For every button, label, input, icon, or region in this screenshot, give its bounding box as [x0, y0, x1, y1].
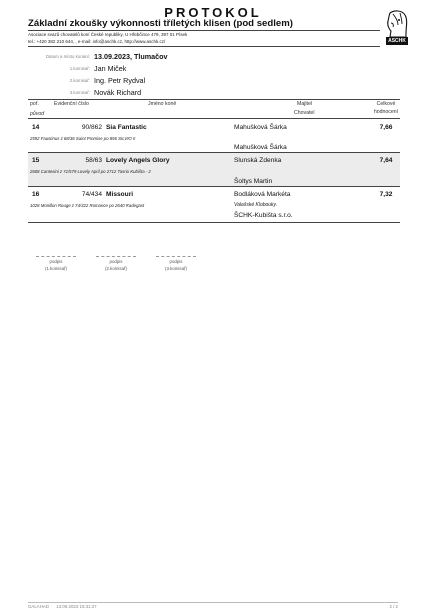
- org-contact: tel.: +420 382 210 644, , e-mail: info@aschk.cz, http://www.aschk.cz/: [28, 39, 166, 44]
- table-bottom-rule: [28, 222, 400, 223]
- col-origin-header: původ: [30, 111, 45, 117]
- row-reg-no: 58/63: [85, 157, 102, 164]
- signature-label: podpis: [169, 259, 183, 264]
- row-horse-name: Lovely Angels Glory: [106, 157, 170, 164]
- commissioner-3-label: 3.komisař:: [69, 90, 90, 95]
- commissioner-2-label: 2.komisař:: [69, 78, 90, 83]
- row-pedigree: 2592 Faustinus z 68/36 Saint Promise po 856 SILVIO II: [30, 136, 136, 141]
- commissioner-3-name: Novák Richard: [94, 88, 142, 97]
- signature-line: [96, 256, 136, 257]
- row-order: 15: [32, 157, 40, 164]
- col-breeder-header: Chovatel: [294, 110, 315, 116]
- col-total-header-1: Celkové: [376, 101, 396, 107]
- row-horse-name: Sia Fantastic: [106, 124, 147, 131]
- protocol-title: PROTOKOL: [164, 5, 262, 20]
- row-owner-note: Valašské Klobouky.: [234, 202, 278, 208]
- signature-line: [156, 256, 196, 257]
- signature-role: (3.komisař): [165, 266, 187, 271]
- signature-role: (1.komisař): [45, 266, 67, 271]
- protocol-subtitle: Základní zkoušky výkonnosti tříletých klisen (pod sedlem): [28, 18, 293, 29]
- table-header-rule: [28, 118, 400, 119]
- table-top-rule: [28, 99, 400, 100]
- row-owner: Bodláková Markéta: [234, 191, 291, 198]
- commissioner-1-label: 1.komisař:: [69, 66, 90, 71]
- row-owner: Mahušková Šárka: [234, 124, 287, 131]
- row-breeder: Mahušková Šárka: [234, 144, 287, 151]
- row-reg-no: 74/434: [81, 191, 102, 198]
- header-rule-2: [28, 46, 380, 47]
- row-score: 7,32: [379, 191, 393, 198]
- row-order: 16: [32, 191, 40, 198]
- row-score: 7,66: [379, 124, 393, 131]
- col-owner-header: Majitel: [297, 101, 312, 107]
- aschk-logo: [384, 9, 410, 47]
- row-reg-no: 90/862: [81, 124, 102, 131]
- logo-text: ASCHK: [388, 38, 406, 44]
- row-score: 7,64: [379, 157, 393, 164]
- signature-line: [36, 256, 76, 257]
- date-place-value: 13.09.2023, Tlumačov: [94, 52, 168, 61]
- date-place-label: Datum a místo konání:: [45, 54, 90, 59]
- page-number: 2 / 2: [389, 604, 398, 609]
- col-total-header-2: hodnocení: [373, 109, 399, 115]
- header-rule: [28, 30, 380, 31]
- col-name-header: Jméno koně: [148, 101, 177, 107]
- signature-role: (2.komisař): [105, 266, 127, 271]
- footer-left: GALAHAD 13.09.2023 15:31:27: [28, 604, 97, 609]
- row-breeder: ŠCHK-Kubišta s.r.o.: [234, 212, 293, 219]
- signature-label: podpis: [49, 259, 63, 264]
- row-pedigree: 2608 Cantesini z 71/579 Lovely April po 2712 Tasrio Kubišta - 2: [30, 169, 151, 174]
- col-order-header: poř.: [30, 101, 39, 107]
- signature-label: podpis: [109, 259, 123, 264]
- row-order: 14: [32, 124, 40, 131]
- row-pedigree: 1028 Monillon Rouge z 74/322 Romance po 2640 Radegast: [30, 203, 145, 208]
- row-rule: [28, 152, 400, 153]
- row-breeder: Šoltys Martin: [234, 178, 273, 185]
- commissioner-1-name: Jan Miček: [94, 64, 127, 73]
- org-address: Asociace svazů chovatelů koní České republiky, U Hřebčince 479, 397 01 Písek: [28, 32, 188, 37]
- commissioner-2-name: Ing. Petr Rydval: [94, 76, 146, 85]
- row-owner: Slunská Zdenka: [234, 157, 282, 164]
- row-rule: [28, 186, 400, 187]
- row-horse-name: Missouri: [106, 191, 134, 198]
- col-reg-header: Evidenční číslo: [54, 101, 89, 107]
- footer-rule: [28, 602, 398, 603]
